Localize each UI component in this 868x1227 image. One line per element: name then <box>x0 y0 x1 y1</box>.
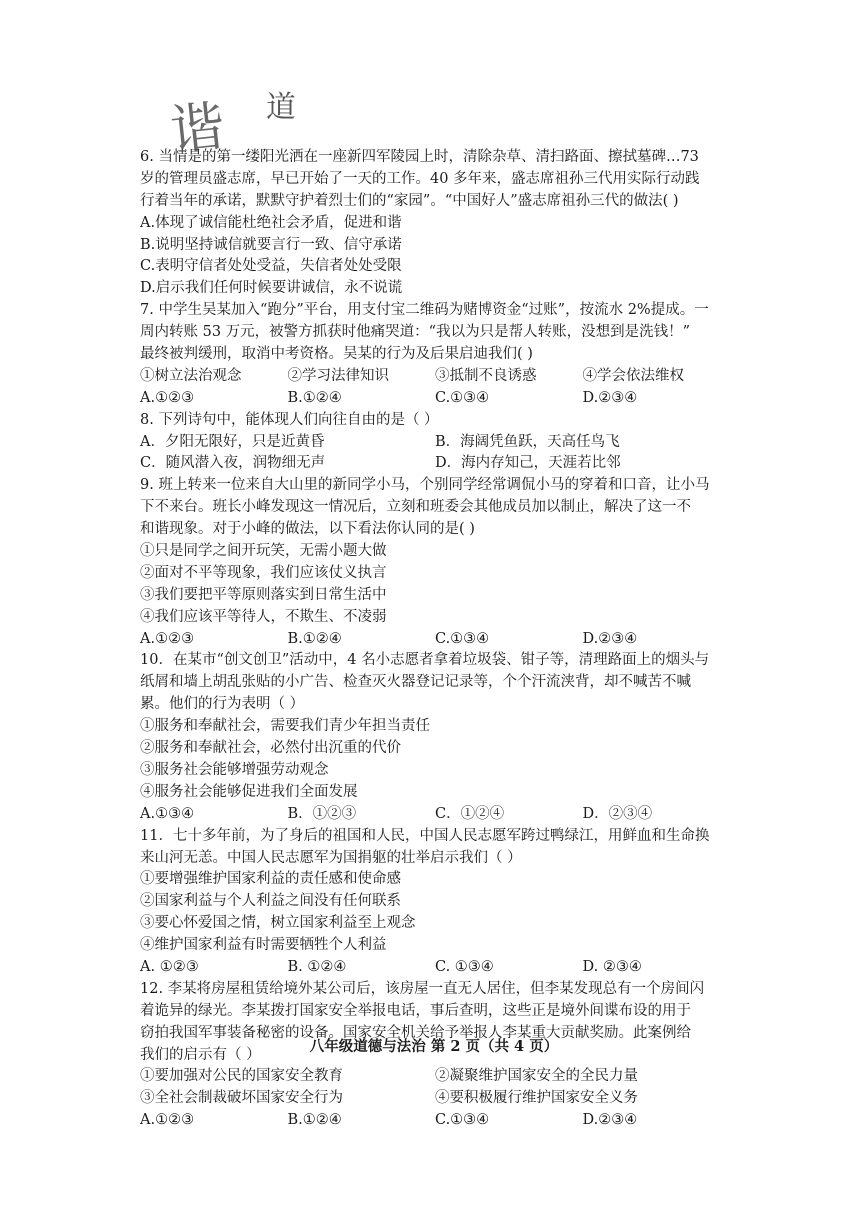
question-text: 纸屑和墙上胡乱张贴的小广告、检查灭火器登记记录等，个个汗流浃背，却不喊苦不喊 <box>140 674 691 691</box>
statement: ③服务社会能够增强劳动观念 <box>140 761 329 778</box>
statement: ③全社会制裁破坏国家安全行为 <box>140 1090 343 1107</box>
question-text: 着诡异的绿光。李某拨打国家安全举报电话，事后查明，这些正是境外间谍布设的用于 <box>140 1002 691 1019</box>
statement-row <box>140 1088 730 1110</box>
statement: ①要增强维护国家利益的责任感和使命感 <box>140 871 401 888</box>
question-text: 10．在某市“创文创卫”活动中，4 名小志愿者拿着垃圾袋、钳子等，清理路面上的烟头与 <box>140 652 710 669</box>
choice: D. ②③④ <box>582 958 642 975</box>
choice-row <box>140 453 730 475</box>
question-text: 累。他们的行为表明（ ） <box>140 696 305 713</box>
statement: ③我们要把平等原则落实到日常生活中 <box>140 586 387 603</box>
question-text: 下不来台。班长小峰发现这一情况后，立刻和班委会其他成员加以制止，解决了这一不 <box>140 499 691 516</box>
statement: ④学会依法维权 <box>582 367 684 384</box>
question-text: 和谐现象。对于小峰的做法，以下看法你认同的是( ) <box>140 521 475 538</box>
question-text: 11．七十多年前，为了身后的祖国和人民，中国人民志愿军跨过鸭绿江，用鲜血和生命换 <box>140 827 710 844</box>
question-text: 8. 下列诗句中，能体现人们向往自由的是（ ） <box>140 411 439 428</box>
choice: D．海内存知己，天涯若比邻 <box>435 455 621 472</box>
choice: A.①②③ <box>140 1112 195 1129</box>
choice: D．②③④ <box>582 805 653 822</box>
choice-row <box>140 1110 730 1132</box>
choice: D.②③④ <box>582 389 638 406</box>
choice: C.①③④ <box>435 630 490 647</box>
choice: D.②③④ <box>582 1112 638 1129</box>
statement: ①树立法治观念 <box>140 367 242 384</box>
choice: B.①②④ <box>287 1112 342 1129</box>
choice-row <box>140 957 730 979</box>
choice: A．夕阳无限好，只是近黄昏 <box>140 433 325 450</box>
handwritten-mark: 谐 <box>167 94 228 163</box>
statement-row <box>140 1066 730 1088</box>
statement: ③抵制不良诱惑 <box>435 367 537 384</box>
page-footer: 八年级道德与法治 第 2 页（共 4 页） <box>309 1038 559 1055</box>
choice: A. ①②③ <box>140 958 199 975</box>
statement: ①服务和奉献社会，需要我们青少年担当责任 <box>140 718 430 735</box>
statement: ④维护国家利益有时需要牺牲个人利益 <box>140 937 387 954</box>
question-text: 7. 中学生吴某加入“跑分”平台，用支付宝二维码为赌博资金“过账”，按流水 2%提成。一 <box>140 302 709 319</box>
question-text: 岁的管理员盛志席，早已开始了一天的工作。40 多年来，盛志席祖孙三代用实际行动践 <box>140 170 700 187</box>
statement: ①只是同学之间开玩笑，无需小题大做 <box>140 543 387 560</box>
question-text: 周内转账 53 万元，被警方抓获时他痛哭道：“我以为只是帮人转账，没想到是洗钱！” <box>140 324 690 341</box>
option: A.体现了诚信能杜绝社会矛盾，促进和谐 <box>140 214 402 231</box>
choice: A.①③④ <box>140 805 195 822</box>
statement: ②国家利益与个人利益之间没有任何联系 <box>140 893 401 910</box>
choice: C.①③④ <box>435 1112 490 1129</box>
choice: B.①②④ <box>287 630 342 647</box>
handwritten-mark: 道 <box>266 90 296 125</box>
choice-row <box>140 432 730 454</box>
question-text: 9. 班上转来一位来自大山里的新同学小马，个别同学经常调侃小马的穿着和口音，让小马 <box>140 477 710 494</box>
option: B.说明坚持诚信就要言行一致、信守承诺 <box>140 236 402 253</box>
option: D.启示我们任何时候要讲诚信，永不说谎 <box>140 280 403 297</box>
statement: ②凝聚维护国家安全的全民力量 <box>435 1068 638 1085</box>
question-body <box>140 147 730 1132</box>
question-text: 6. 当情是的第一缕阳光洒在一座新四军陵园上时，清除杂草、清扫路面、擦拭墓碑…73 <box>140 149 699 165</box>
choice: A.①②③ <box>140 630 195 647</box>
statement: ④我们应该平等待人，不欺生、不凌弱 <box>140 608 387 625</box>
statement: ④要积极履行维护国家安全义务 <box>435 1090 638 1107</box>
choice-row <box>140 629 730 651</box>
choice: C．①②④ <box>435 805 505 822</box>
choice: B.①②④ <box>287 389 342 406</box>
statement-row <box>140 366 730 388</box>
question-text: 窃拍我国军事装备秘密的设备。国家安全机关给予举报人李某重大贡献奖励。此案例给 <box>140 1024 691 1041</box>
choice: C. ①③④ <box>435 958 494 975</box>
question-text: 行着当年的承诺，默默守护着烈士们的“家园”。“中国好人”盛志席祖孙三代的做法( ) <box>140 192 679 209</box>
question-text: 我们的启示有（ ） <box>140 1046 261 1063</box>
choice-row <box>140 804 730 826</box>
statement: ②学习法律知识 <box>287 367 389 384</box>
question-text: 最终被判缓刑，取消中考资格。吴某的行为及后果启迪我们( ) <box>140 346 533 363</box>
question-text: 来山河无恙。中国人民志愿军为国捐躯的壮举启示我们（ ） <box>140 849 522 866</box>
choice: B．①②③ <box>287 805 357 822</box>
statement: ③要心怀爱国之情，树立国家利益至上观念 <box>140 915 416 932</box>
option: C.表明守信者处处受益，失信者处处受限 <box>140 258 402 275</box>
choice: D.②③④ <box>582 630 638 647</box>
statement: ②服务和奉献社会，必然付出沉重的代价 <box>140 740 401 757</box>
choice: C.①③④ <box>435 389 490 406</box>
choice: C．随风潜入夜，润物细无声 <box>140 455 326 472</box>
statement: ①要加强对公民的国家安全教育 <box>140 1068 343 1085</box>
statement: ②面对不平等现象，我们应该仗义执言 <box>140 564 387 581</box>
statement: ④服务社会能够促进我们全面发展 <box>140 783 358 800</box>
choice: B．海阔凭鱼跃，天高任鸟飞 <box>435 433 620 450</box>
choice: A.①②③ <box>140 389 195 406</box>
choice: B. ①②④ <box>287 958 347 975</box>
choice-row <box>140 388 730 410</box>
question-text: 12. 李某将房屋租赁给境外某公司后，该房屋一直无人居住，但李某发现总有一个房间闪 <box>140 980 705 997</box>
